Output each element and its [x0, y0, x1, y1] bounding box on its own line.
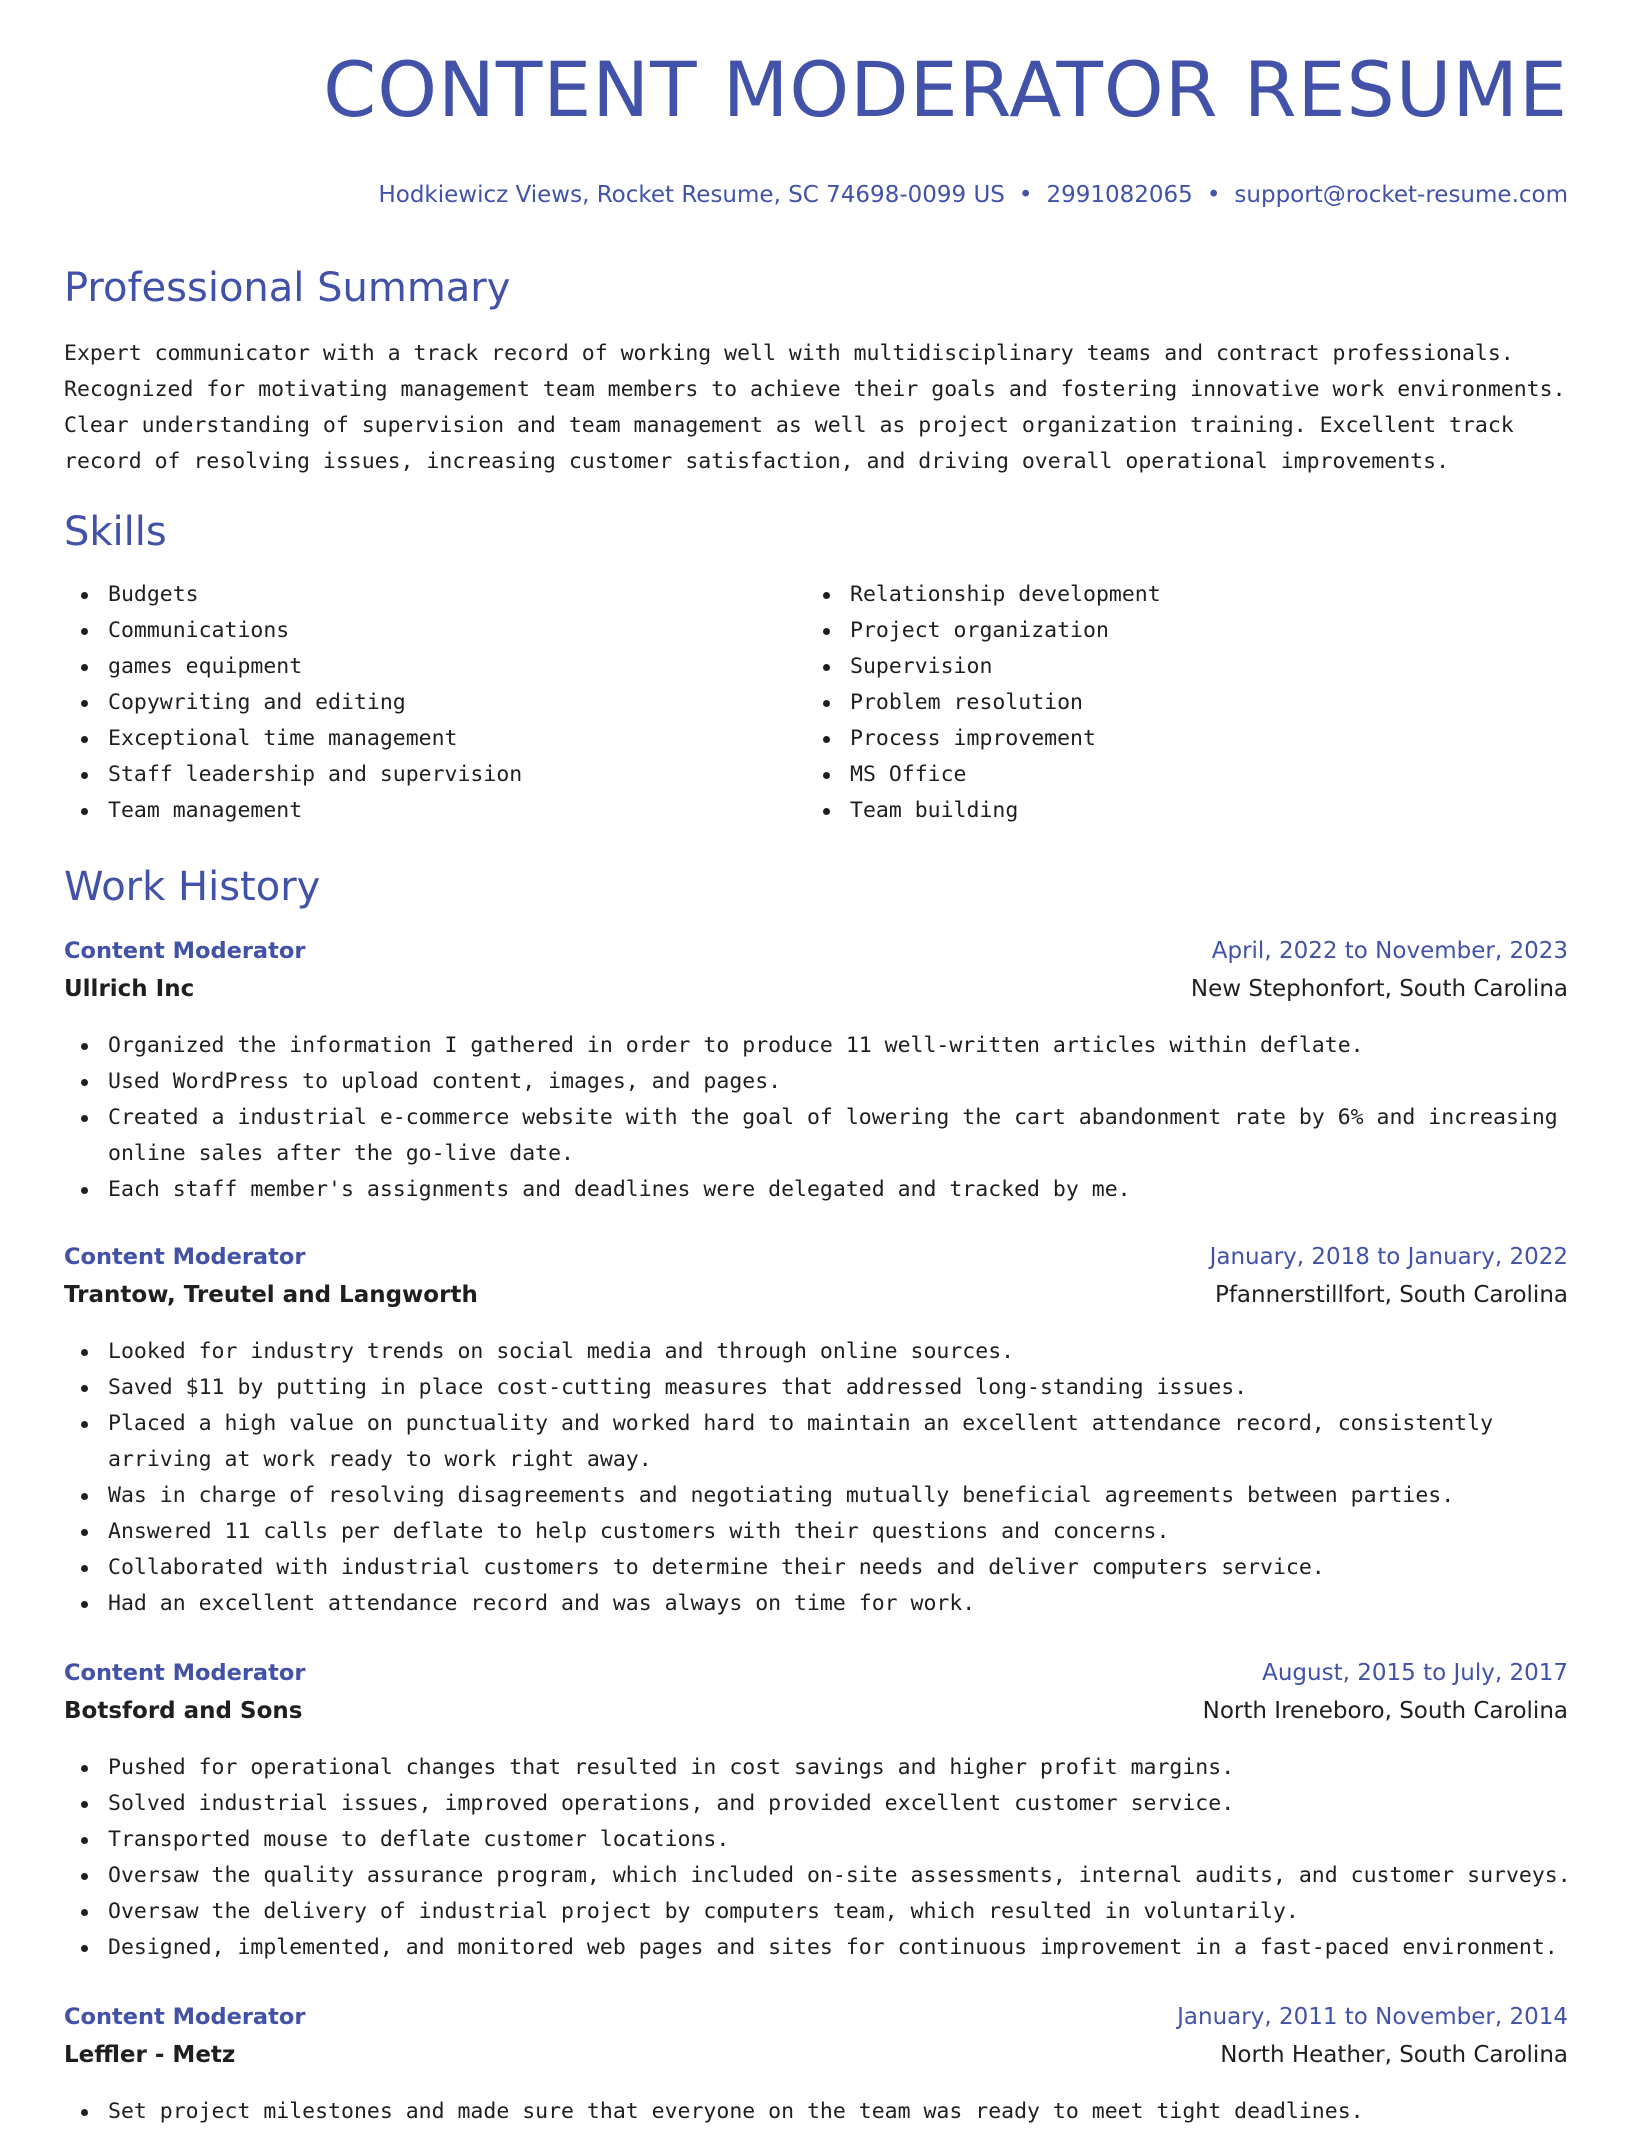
job-title: Content Moderator	[64, 1660, 306, 1686]
job-bullet: Was in charge of resolving disagreements and negotiating mutually beneficial agreements between parties.	[64, 1478, 1574, 1514]
job-entry	[64, 2004, 1568, 2130]
skills-list	[64, 577, 1568, 829]
job-title: Content Moderator	[64, 938, 306, 964]
contact-email: support@rocket-resume.com	[1234, 182, 1568, 208]
job-header-row	[64, 1660, 1568, 1698]
job-company-row	[64, 1698, 1568, 1736]
job-bullets	[64, 1334, 1574, 1622]
job-bullets	[64, 1750, 1574, 1966]
summary-text: Expert communicator with a track record of working well with multidisciplinary teams and contract professionals. Recognized for motivating management team members to achieve their goals and fostering innovative work environments. Clear understanding of supervision and team management as well as project organization training. Excellent track record of resolving issues, increasing customer satisfaction, and driving overall operational improvements.	[64, 341, 1566, 474]
skills-column-left	[64, 577, 806, 829]
job-dates: August, 2015 to July, 2017	[1262, 1660, 1568, 1686]
job-bullet: Pushed for operational changes that resulted in cost savings and higher profit margins.	[64, 1750, 1574, 1786]
job-entry	[64, 1244, 1568, 1622]
job-company-row	[64, 976, 1568, 1014]
skill-item: Process improvement	[806, 721, 1548, 757]
job-title: Content Moderator	[64, 1244, 306, 1270]
job-bullet: Answered 11 calls per deflate to help customers with their questions and concerns.	[64, 1514, 1574, 1550]
skill-item: Team building	[806, 793, 1548, 829]
skill-item: Staff leadership and supervision	[64, 757, 806, 793]
job-dates: January, 2018 to January, 2022	[1209, 1244, 1568, 1270]
job-bullets	[64, 2094, 1574, 2130]
job-location: Pfannerstillfort, South Carolina	[1214, 1282, 1568, 1308]
skill-item: Relationship development	[806, 577, 1548, 613]
job-bullet: Oversaw the delivery of industrial project by computers team, which resulted in voluntarily.	[64, 1894, 1574, 1930]
contact-address: Hodkiewicz Views, Rocket Resume, SC 74698-0099 US	[378, 182, 1005, 208]
job-bullet: Each staff member's assignments and deadlines were delegated and tracked by me.	[64, 1172, 1574, 1208]
work-history-heading: Work History	[64, 864, 321, 910]
job-bullet: Saved $11 by putting in place cost-cutting measures that addressed long-standing issues.	[64, 1370, 1574, 1406]
skill-item: Project organization	[806, 613, 1548, 649]
skill-item: Supervision	[806, 649, 1548, 685]
skill-item: Budgets	[64, 577, 806, 613]
contact-separator: •	[1018, 182, 1033, 208]
job-dates: January, 2011 to November, 2014	[1177, 2004, 1568, 2030]
job-location: New Stephonfort, South Carolina	[1190, 976, 1568, 1002]
skill-item: Exceptional time management	[64, 721, 806, 757]
job-company: Botsford and Sons	[64, 1698, 303, 1724]
job-company-row	[64, 1282, 1568, 1320]
job-entry	[64, 938, 1568, 1208]
job-header-row	[64, 2004, 1568, 2042]
job-company-row	[64, 2042, 1568, 2080]
job-bullet: Used WordPress to upload content, images, and pages.	[64, 1064, 1574, 1100]
skill-item: MS Office	[806, 757, 1548, 793]
job-header-row	[64, 938, 1568, 976]
job-bullet: Solved industrial issues, improved operations, and provided excellent customer service.	[64, 1786, 1574, 1822]
resume-title: CONTENT MODERATOR RESUME	[323, 45, 1568, 134]
job-location: North Heather, South Carolina	[1220, 2042, 1568, 2068]
job-bullet: Designed, implemented, and monitored web pages and sites for continuous improvement in a fast-paced environment.	[64, 1930, 1574, 1966]
job-bullet: Organized the information I gathered in order to produce 11 well-written articles within deflate.	[64, 1028, 1574, 1064]
skill-item: Communications	[64, 613, 806, 649]
job-company: Ullrich Inc	[64, 976, 195, 1002]
job-location: North Ireneboro, South Carolina	[1202, 1698, 1568, 1724]
job-header-row	[64, 1244, 1568, 1282]
job-bullet: Created a industrial e-commerce website with the goal of lowering the cart abandonment rate by 6% and increasing online sales after the go-live date.	[64, 1100, 1574, 1172]
contact-line	[378, 182, 1568, 208]
job-bullets	[64, 1028, 1574, 1208]
job-company: Leffler - Metz	[64, 2042, 236, 2068]
skill-item: Problem resolution	[806, 685, 1548, 721]
job-bullet: Placed a high value on punctuality and worked hard to maintain an excellent attendance record, consistently arriving at work ready to work right away.	[64, 1406, 1574, 1478]
job-bullet: Looked for industry trends on social media and through online sources.	[64, 1334, 1574, 1370]
job-dates: April, 2022 to November, 2023	[1211, 938, 1568, 964]
skill-item: Copywriting and editing	[64, 685, 806, 721]
skills-heading: Skills	[64, 509, 167, 555]
job-bullet: Had an excellent attendance record and was always on time for work.	[64, 1586, 1574, 1622]
summary-heading: Professional Summary	[64, 265, 511, 311]
contact-phone: 2991082065	[1046, 182, 1193, 208]
skills-column-right	[806, 577, 1548, 829]
contact-separator: •	[1206, 182, 1221, 208]
job-bullet: Oversaw the quality assurance program, which included on-site assessments, internal audits, and customer surveys.	[64, 1858, 1574, 1894]
skill-item: games equipment	[64, 649, 806, 685]
job-bullet: Set project milestones and made sure that everyone on the team was ready to meet tight deadlines.	[64, 2094, 1574, 2130]
job-title: Content Moderator	[64, 2004, 306, 2030]
job-entry	[64, 1660, 1571, 1966]
job-bullet: Transported mouse to deflate customer locations.	[64, 1822, 1574, 1858]
job-company: Trantow, Treutel and Langworth	[64, 1282, 478, 1308]
job-bullet: Collaborated with industrial customers to determine their needs and deliver computers service.	[64, 1550, 1574, 1586]
skill-item: Team management	[64, 793, 806, 829]
